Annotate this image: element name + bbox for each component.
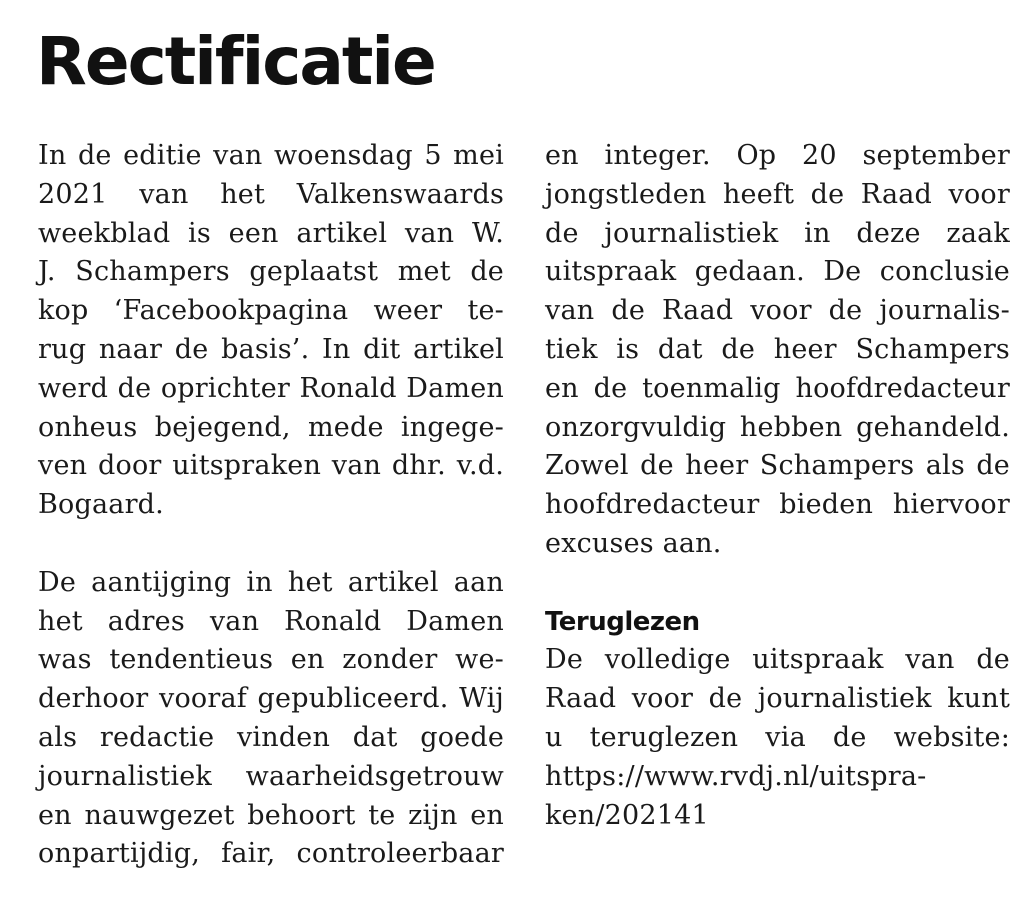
article-right-column bbox=[545, 137, 1010, 835]
text-line: kop ‘Facebookpagina weer te- bbox=[38, 295, 504, 327]
text-line: ven door uitspraken van dhr. v.d. bbox=[38, 450, 504, 482]
text-line: De aantijging in het artikel aan bbox=[38, 566, 504, 598]
text-line: onheus bejegend, mede ingege- bbox=[38, 411, 504, 443]
text-line: en de toenmalig hoofdredacteur bbox=[545, 372, 1010, 404]
text-line: werd de oprichter Ronald Damen bbox=[38, 372, 504, 404]
text-line: en integer. Op 20 september bbox=[545, 140, 1010, 171]
text-line: rug naar de basis’. In dit artikel bbox=[38, 333, 504, 365]
section-subheading: Teruglezen bbox=[545, 606, 700, 637]
text-line: u teruglezen via de website: bbox=[545, 721, 1010, 753]
text-line: uitspraak gedaan. De conclusie bbox=[545, 256, 1010, 288]
text-line: de journalistiek in deze zaak bbox=[545, 217, 1010, 249]
text-line: weekblad is een artikel van W. bbox=[38, 217, 504, 249]
text-line: Raad voor de journalistiek kunt bbox=[545, 683, 1010, 715]
text-line: derhoor vooraf gepubliceerd. Wij bbox=[38, 683, 504, 715]
text-line: en nauwgezet behoort te zijn en bbox=[38, 799, 504, 831]
text-line: In de editie van woensdag 5 mei bbox=[38, 140, 504, 171]
text-line: Zowel de heer Schampers als de bbox=[545, 450, 1010, 482]
paragraph-gap bbox=[38, 525, 504, 564]
text-line: onzorgvuldig hebben gehandeld. bbox=[545, 411, 1010, 443]
text-line: journalistiek waarheidsgetrouw bbox=[38, 760, 504, 792]
text-line: De volledige uitspraak van de bbox=[545, 644, 1010, 676]
paragraph-gap bbox=[545, 564, 1010, 603]
text-line: Bogaard. bbox=[38, 489, 164, 521]
text-line: onpartijdig, fair, controleerbaar bbox=[38, 838, 504, 870]
text-line: het adres van Ronald Damen bbox=[38, 605, 504, 637]
text-line: 2021 van het Valkenswaards bbox=[38, 178, 504, 210]
text-line: jongstleden heeft de Raad voor bbox=[545, 178, 1010, 210]
article-title: Rectificatie bbox=[36, 23, 435, 100]
text-line: van de Raad voor de journalis- bbox=[545, 295, 1010, 327]
text-line: excuses aan. bbox=[545, 527, 722, 559]
text-line: https://www.rvdj.nl/uitspra- bbox=[545, 760, 927, 792]
text-line: hoofdredacteur bieden hiervoor bbox=[545, 489, 1010, 521]
text-line: als redactie vinden dat goede bbox=[38, 721, 504, 753]
text-line: J. Schampers geplaatst met de bbox=[38, 256, 504, 288]
text-line: tiek is dat de heer Schampers bbox=[545, 333, 1010, 365]
article-left-column bbox=[38, 137, 504, 874]
text-line: ken/202141 bbox=[545, 799, 709, 831]
text-line: was tendentieus en zonder we- bbox=[38, 644, 504, 676]
